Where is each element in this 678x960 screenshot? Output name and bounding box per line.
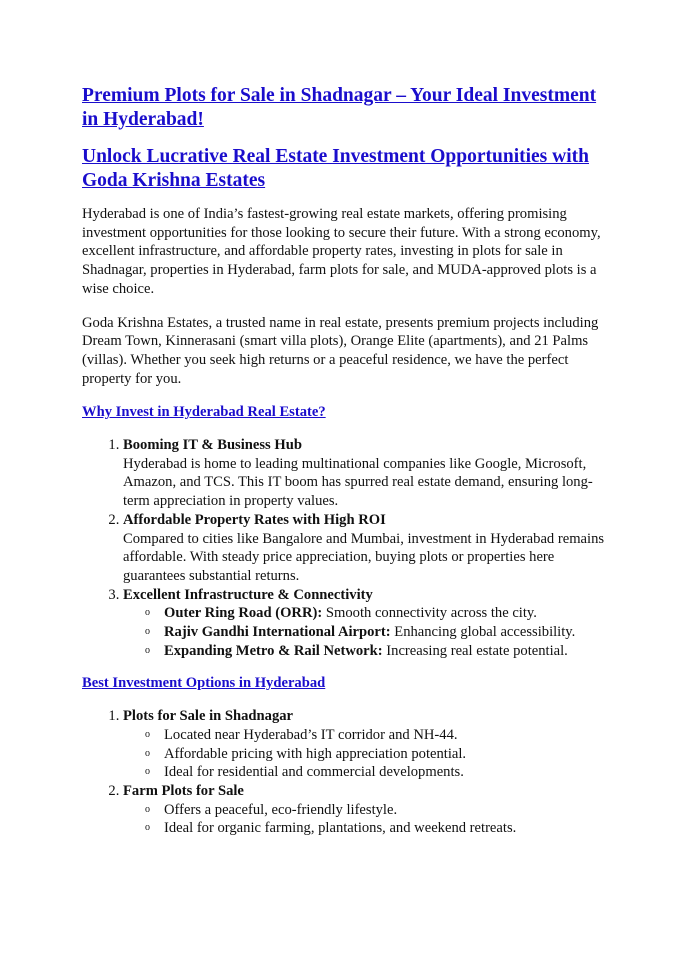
item-title: Plots for Sale in Shadnagar bbox=[123, 708, 294, 725]
title-link[interactable]: Premium Plots for Sale in Shadnagar – Your Ideal Investment in Hyderabad! bbox=[82, 85, 597, 130]
why-invest-list bbox=[82, 436, 614, 660]
list-item bbox=[123, 436, 614, 511]
subtitle-link[interactable]: Unlock Lucrative Real Estate Investment Opportunities with Goda Krishna Estates bbox=[82, 146, 589, 191]
item-title: Farm Plots for Sale bbox=[123, 782, 244, 799]
sub-item: o Located near Hyderabad’s IT corridor and NH-44. bbox=[164, 726, 614, 745]
document-page bbox=[82, 84, 614, 852]
intro-paragraph: Goda Krishna Estates, a trusted name in real estate, presents premium projects including Dream Town, Kinnerasani (smart villa plots), Orange Elite (apartments), and 21 Palms (villas). Whether you seek high returns or a peaceful residence, we have the perfect property for you. bbox=[82, 314, 599, 387]
item-text: Hyderabad is home to leading multinational companies like Google, Microsoft, Amazon, and TCS. This IT boom has spurred real estate demand, ensuring long-term appreciation in property values. bbox=[123, 455, 593, 510]
item-title: Excellent Infrastructure & Connectivity bbox=[123, 586, 373, 603]
item-text: Compared to cities like Bangalore and Mumbai, investment in Hyderabad remains affordable. With steady price appreciation, buying plots or properties here guarantees substantial returns. bbox=[123, 530, 605, 584]
list-item bbox=[123, 511, 614, 586]
sub-item bbox=[164, 623, 614, 642]
best-options-list bbox=[82, 707, 614, 838]
sub-item: o Ideal for organic farming, plantations, and weekend retreats. bbox=[164, 819, 614, 838]
best-options-heading-link[interactable]: Best Investment Options in Hyderabad bbox=[82, 675, 326, 692]
sub-text: Enhancing global accessibility. bbox=[390, 624, 576, 641]
sub-item: o Offers a peaceful, eco-friendly lifestyle. bbox=[164, 801, 614, 820]
why-invest-heading-link[interactable]: Why Invest in Hyderabad Real Estate? bbox=[82, 404, 326, 421]
item-title: Booming IT & Business Hub bbox=[123, 437, 302, 454]
sub-item: o Ideal for residential and commercial developments. bbox=[164, 763, 614, 782]
sub-item bbox=[164, 642, 614, 661]
sub-text: Increasing real estate potential. bbox=[382, 642, 568, 659]
sub-label: Expanding Metro & Rail Network: bbox=[164, 642, 383, 659]
sub-item bbox=[164, 604, 614, 623]
sub-text: Smooth connectivity across the city. bbox=[322, 605, 537, 622]
sub-label: Outer Ring Road (ORR): bbox=[164, 605, 323, 622]
list-item bbox=[123, 586, 614, 661]
sub-item: o Affordable pricing with high appreciation potential. bbox=[164, 745, 614, 764]
list-item bbox=[123, 782, 614, 838]
list-item bbox=[123, 707, 614, 782]
intro-paragraph: Hyderabad is one of India’s fastest-growing real estate markets, offering promising investment opportunities for those looking to secure their future. With a strong economy, excellent infrastructure, and affordable property rates, investing in plots for sale in Shadnagar, properties in Hyderabad, farm plots for sale, and MUDA-approved plots is a wise choice. bbox=[82, 206, 601, 297]
item-title: Affordable Property Rates with High ROI bbox=[123, 511, 386, 528]
sub-label: Rajiv Gandhi International Airport: bbox=[164, 624, 391, 641]
